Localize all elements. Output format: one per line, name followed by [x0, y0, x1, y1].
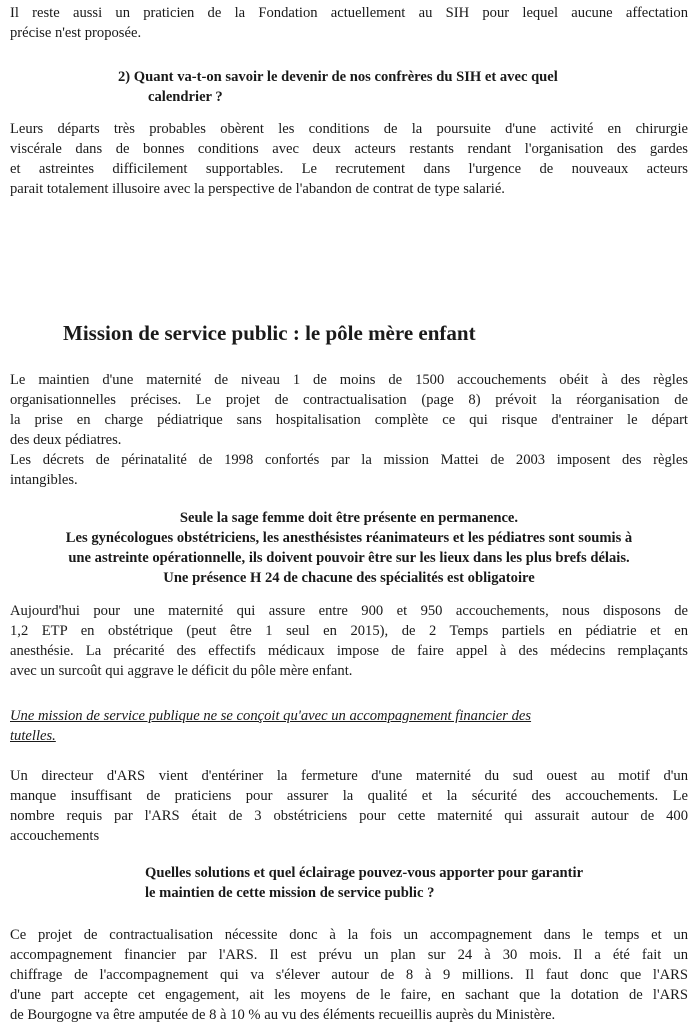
question-line: 2) Quant va-t-on savoir le devenir de nos confrères du SIH et avec quel [118, 69, 558, 85]
text-line: chiffrage de l'accompagnement qui va s'élever autour de 8 à 9 millions. Il faut donc que l'ARS [10, 967, 688, 983]
text-line: anesthésie. La précarité des effectifs médicaux impose de faire appel à des médecins remplaçants [10, 643, 688, 659]
directeur-paragraph [10, 766, 688, 846]
text-line: avec un surcoût qui aggrave le déficit du pôle mère enfant. [10, 663, 353, 679]
rule-line: Les gynécologues obstétriciens, les anesthésistes réanimateurs et les pédiatres sont soumis à [65, 530, 633, 546]
text-line: Le maintien d'une maternité de niveau 1 de moins de 1500 accouchements obéit à des règles [10, 372, 688, 388]
rule-line: Seule la sage femme doit être présente en permanence. [179, 510, 519, 526]
text-line: Un directeur d'ARS vient d'entériner la fermeture d'une maternité du sud ouest au motif d'un [10, 768, 688, 784]
text-line: de Bourgogne va être amputée de 8 à 10 % au vu des éléments recueillis auprès du Ministère. [10, 1007, 556, 1023]
text-line: tutelles. [10, 728, 56, 744]
projet-paragraph [10, 925, 688, 1025]
aujourdhui-paragraph [10, 601, 688, 681]
text-line: accompagnement financier par l'ARS. Il est prévu un plan sur 24 à 30 mois. Il a été fait un [10, 947, 688, 963]
section-heading: Mission de service public : le pôle mère enfant [63, 321, 476, 345]
text-line: la prise en charge pédiatrique sans hospitalisation complète ce qui risque d'entrainer le départ [10, 412, 688, 428]
question-solutions [145, 863, 690, 903]
text-line: Ce projet de contractualisation nécessite donc à la fois un accompagnement dans le temps et un [10, 927, 688, 943]
accompagnement-note [10, 706, 688, 746]
text-line: organisationnelles précises. Le projet de contractualisation (page 8) prévoit la réorganisation de [10, 392, 688, 408]
text-line: accouchements [10, 828, 100, 844]
departs-paragraph [10, 119, 688, 199]
text-line: Une mission de service publique ne se conçoit qu'avec un accompagnement financier des [10, 708, 532, 724]
text-line: nombre requis par l'ARS était de 3 obstétriciens pour cette maternité qui assurait autour de 400 [10, 808, 688, 824]
intro-paragraph [10, 3, 688, 43]
rule-line: Une présence H 24 de chacune des spécialités est obligatoire [163, 570, 535, 586]
text-line: viscérale dans de bonnes conditions avec deux acteurs restants rendant l'organisation des gardes [10, 141, 688, 157]
text-line: Il reste aussi un praticien de la Fondation actuellement au SIH pour lequel aucune affectation [10, 5, 688, 21]
question-line: Quelles solutions et quel éclairage pouvez-vous apporter pour garantir [145, 865, 584, 881]
question-2 [118, 67, 688, 107]
rule-line: une astreinte opérationnelle, ils doivent pouvoir être sur les lieux dans les plus brefs délais. [68, 550, 630, 566]
text-line: 1,2 ETP en obstétrique (peut être 1 seul en 2015), de 2 Temps partiels en pédiatrie et en [10, 623, 688, 639]
text-line: des deux pédiatres. [10, 432, 122, 448]
text-line: parait totalement illusoire avec la perspective de l'abandon de contrat de type salarié. [10, 181, 505, 197]
rules-block [10, 508, 688, 588]
text-line: et astreintes difficilement supportables. Le recrutement dans l'urgence de nouveaux acteurs [10, 161, 688, 177]
text-line: manque insuffisant de praticiens pour assurer la qualité et la sécurité des accouchements. Le [10, 788, 688, 804]
text-line: Les décrets de périnatalité de 1998 confortés par la mission Mattei de 2003 imposent des règles [10, 452, 688, 468]
question-line: calendrier ? [148, 89, 223, 105]
maintien-paragraph [10, 370, 688, 490]
text-line: Leurs départs très probables obèrent les conditions de la poursuite d'une activité en chirurgie [10, 121, 688, 137]
text-line: intangibles. [10, 472, 78, 488]
text-line: Aujourd'hui pour une maternité qui assure entre 900 et 950 accouchements, nous disposons de [10, 603, 688, 619]
question-line: le maintien de cette mission de service public ? [145, 885, 435, 901]
text-line: précise n'est proposée. [10, 25, 142, 41]
text-line: d'une part accepte cet engagement, ait les moyens de le faire, en sachant que la dotation de l'ARS [10, 987, 688, 1003]
